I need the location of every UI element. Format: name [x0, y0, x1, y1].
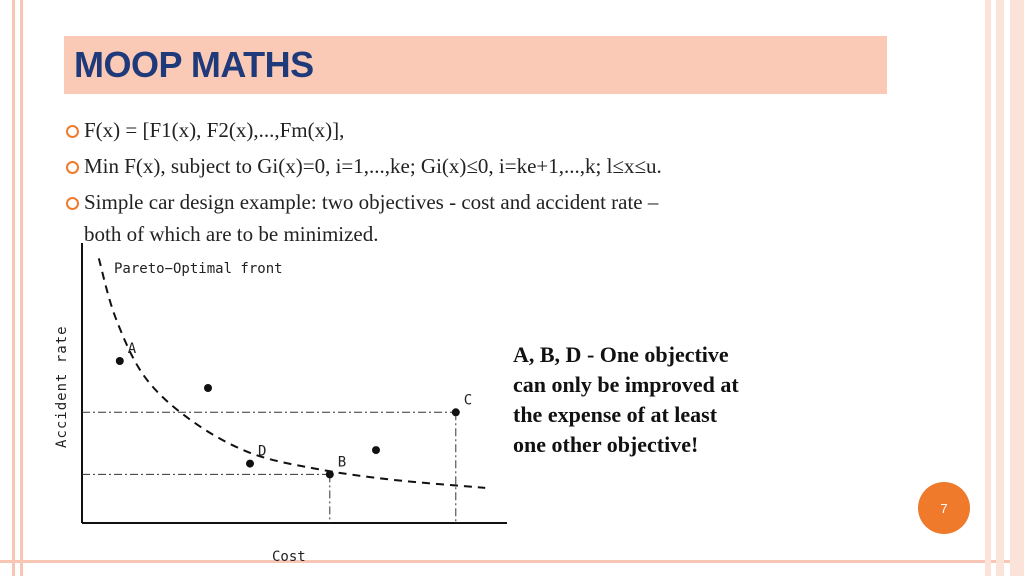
- pareto-chart: [40, 240, 510, 570]
- left-border-line-2: [20, 0, 23, 576]
- pareto-front-curve: [99, 258, 485, 488]
- data-point: [372, 446, 380, 454]
- data-point: [452, 408, 460, 416]
- point-label: A: [127, 341, 137, 357]
- point-label: B: [337, 454, 347, 471]
- callout-line: one other objective!: [513, 432, 699, 457]
- right-border-stripe: [985, 0, 991, 576]
- callout-text: [513, 340, 843, 460]
- bullet-text-line1: Simple car design example: two objectives - cost and accident rate –: [84, 190, 659, 214]
- bullet-circle-icon: [66, 197, 79, 210]
- bullet-text: F(x) = [F1(x), F2(x),...,Fm(x)],: [84, 118, 345, 142]
- bullet-text-line2: both of which are to be minimized.: [84, 222, 379, 246]
- title-bar: [64, 36, 887, 94]
- left-border-line: [12, 0, 15, 576]
- x-axis-label: Cost: [272, 549, 306, 565]
- page-number: 7: [940, 500, 948, 516]
- bullet-text: Min F(x), subject to Gi(x)=0, i=1,...,ke; Gi(x)≤0, i=ke+1,...,k; l≤x≤u.: [84, 154, 662, 178]
- y-axis-label: Accident rate: [54, 325, 70, 448]
- bullet-circle-icon: [66, 125, 79, 138]
- callout-line: A, B, D - One objective: [513, 342, 729, 367]
- right-border-stripe-2: [996, 0, 1004, 576]
- page-number-badge: [918, 482, 970, 534]
- page-title: MOOP MATHS: [74, 44, 314, 85]
- callout-line: can only be improved at: [513, 372, 739, 397]
- bullet-circle-icon: [66, 161, 79, 174]
- point-label: D: [258, 443, 267, 460]
- front-annotation: Pareto−Optimal front: [114, 261, 283, 277]
- data-point: [246, 460, 254, 468]
- right-border-stripe-3: [1010, 0, 1024, 576]
- callout-line: the expense of at least: [513, 402, 718, 427]
- data-point: [326, 470, 334, 478]
- data-point: [116, 357, 124, 365]
- point-label: C: [463, 392, 473, 409]
- data-point: [204, 384, 212, 392]
